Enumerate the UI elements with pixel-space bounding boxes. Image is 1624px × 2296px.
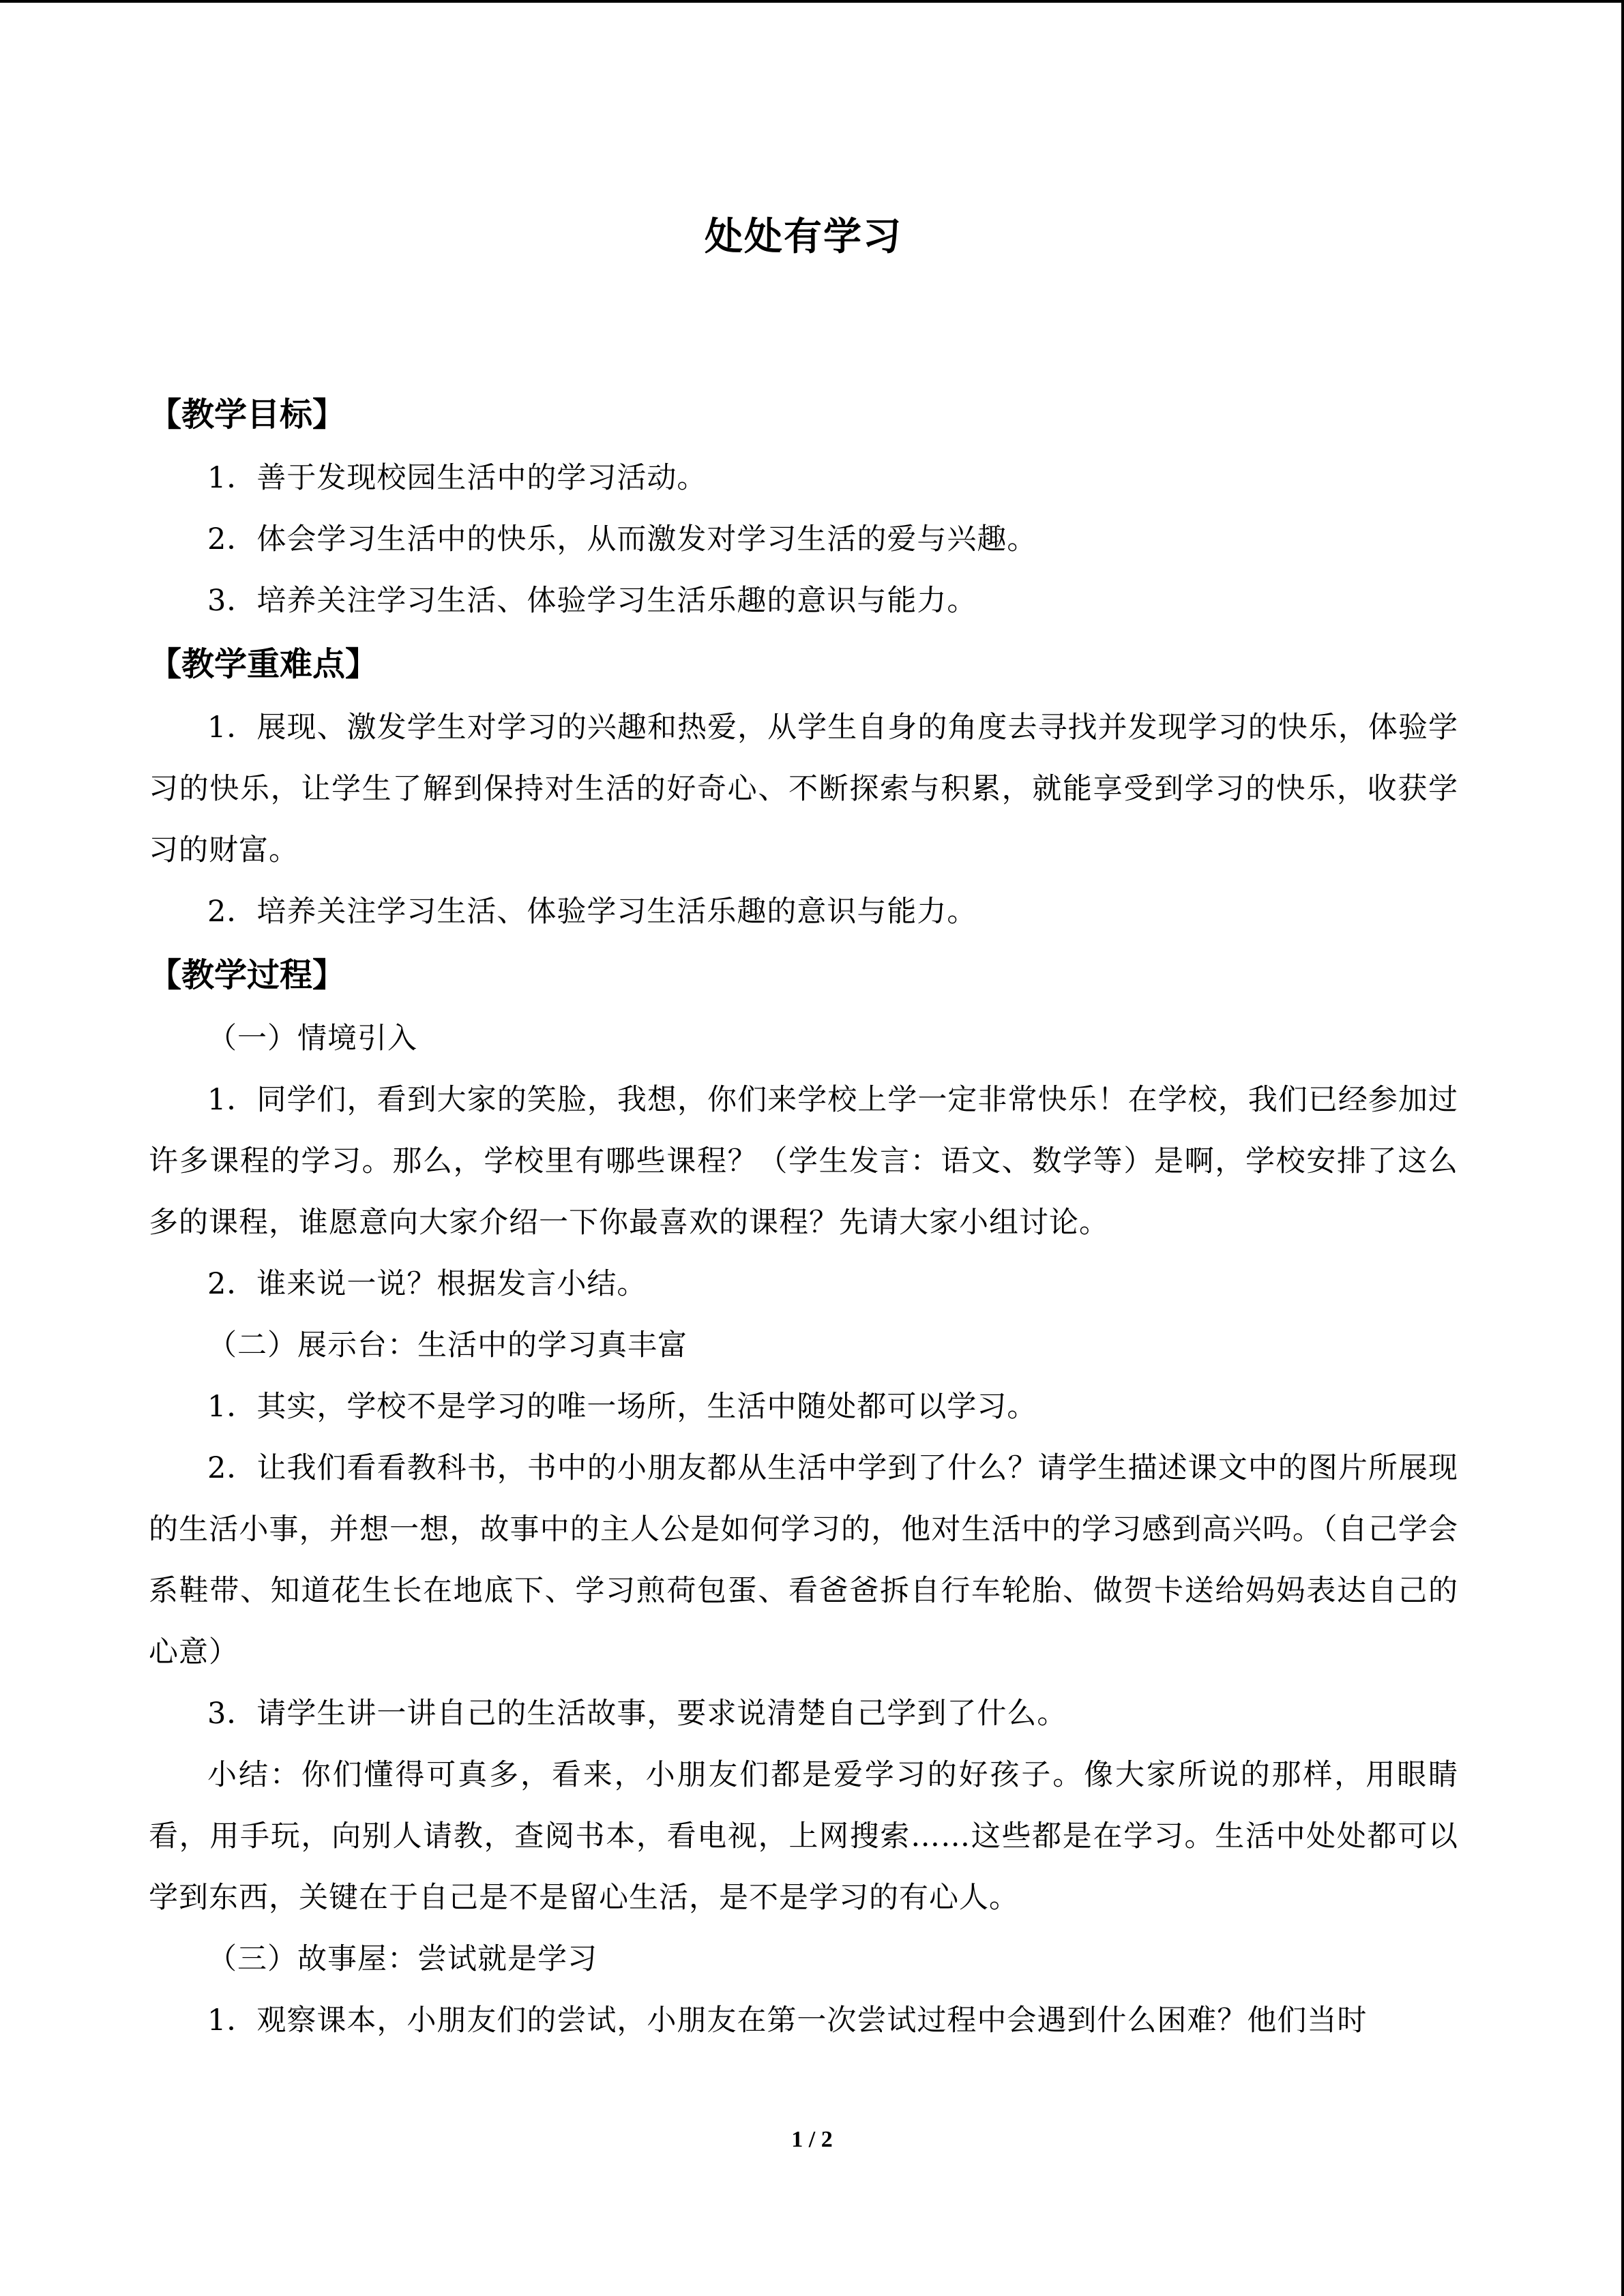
subsection-heading: （一）情境引入 [207, 1022, 417, 1056]
paragraph: 1．其实，学校不是学习的唯一场所，生活中随处都可以学习。 [207, 1390, 1037, 1424]
document-title: 处处有学习 [705, 215, 902, 259]
paragraph: 1．同学们，看到大家的笑脸，我想，你们来学校上学一定非常快乐！在学校，我们已经参加过许多课程的学习。那么，学校里有哪些课程？（学生发言：语文、数学等）是啊，学校安排了这么多的课程，谁愿意向大家介绍一下你最喜欢的课程？先请大家小组讨论。 [149, 1083, 1458, 1240]
paragraph: 2．体会学习生活中的快乐，从而激发对学习生活的爱与兴趣。 [207, 522, 1037, 556]
page-border-top [0, 0, 1624, 3]
document-body [149, 382, 1458, 2051]
section-teaching-goals [149, 382, 1458, 631]
subsection-heading: （二）展示台：生活中的学习真丰富 [207, 1328, 688, 1362]
section-heading: 【教学目标】 [149, 396, 346, 434]
paragraph: 小结：你们懂得可真多，看来，小朋友们都是爱学习的好孩子。像大家所说的那样，用眼睛看，用手玩，向别人请教，查阅书本，看电视，上网搜索……这些都是在学习。生活中处处都可以学到东西，关键在于自己是不是留心生活，是不是学习的有心人。 [149, 1758, 1458, 1915]
subsection-heading: （三）故事屋：尝试就是学习 [207, 1942, 597, 1976]
section-teaching-process [149, 942, 1458, 2051]
page-border-right [1621, 0, 1624, 2296]
section-heading: 【教学过程】 [149, 956, 346, 994]
paragraph: 1．观察课本，小朋友们的尝试，小朋友在第一次尝试过程中会遇到什么困难？他们当时 [207, 2003, 1368, 2038]
page-number: 1 / 2 [791, 2127, 833, 2152]
paragraph: 3．培养关注学习生活、体验学习生活乐趣的意识与能力。 [207, 584, 977, 618]
paragraph: 2．谁来说一说？根据发言小结。 [207, 1267, 647, 1301]
section-heading: 【教学重难点】 [149, 645, 379, 683]
paragraph: 2．让我们看看教科书，书中的小朋友都从生活中学到了什么？请学生描述课文中的图片所展现的生活小事，并想一想，故事中的主人公是如何学习的，他对生活中的学习感到高兴吗。（自己学会系鞋带、知道花生长在地底下、学习煎荷包蛋、看爸爸拆自行车轮胎、做贺卡送给妈妈表达自己的心意） [149, 1451, 1458, 1669]
paragraph: 1．展现、激发学生对学习的兴趣和热爱，从学生自身的角度去寻找并发现学习的快乐，体验学习的快乐，让学生了解到保持对生活的好奇心、不断探索与积累，就能享受到学习的快乐，收获学习的财富。 [149, 711, 1458, 867]
paragraph: 2．培养关注学习生活、体验学习生活乐趣的意识与能力。 [207, 895, 977, 929]
section-key-difficulties [149, 631, 1458, 942]
paragraph: 1．善于发现校园生活中的学习活动。 [207, 461, 707, 495]
paragraph: 3．请学生讲一讲自己的生活故事，要求说清楚自己学到了什么。 [207, 1697, 1067, 1731]
